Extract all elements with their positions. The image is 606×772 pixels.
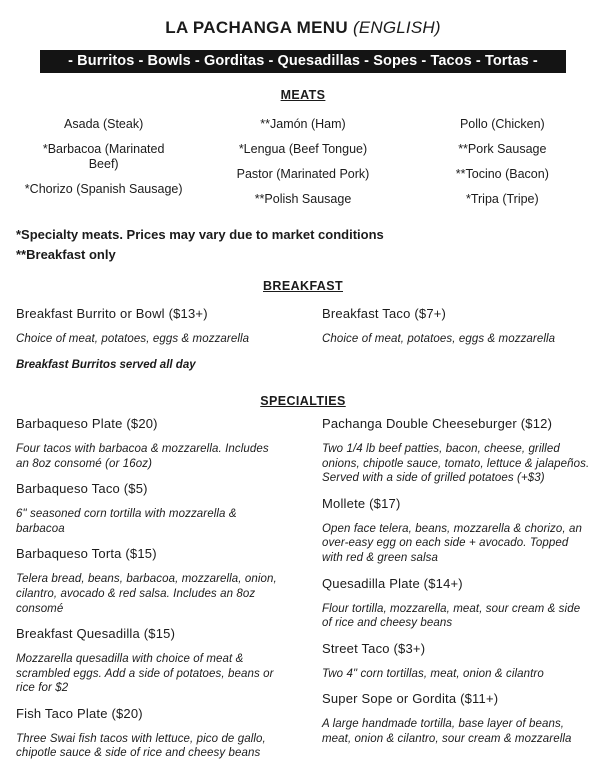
meat-item-barbacoa: *Barbacoa (Marinated Beef) bbox=[42, 142, 165, 171]
menu-item-name: Mollete ($17) bbox=[322, 495, 401, 511]
specialties-section-heading: SPECIALTIES bbox=[260, 394, 346, 409]
meat-item-polish-sausage: **Polish Sausage bbox=[254, 192, 352, 206]
menu-item-name: Fish Taco Plate ($20) bbox=[16, 705, 143, 721]
menu-item-desc: Choice of meat, potatoes, eggs & mozzarella bbox=[16, 332, 250, 345]
meat-item-jamon: **Jamón (Ham) bbox=[260, 117, 346, 131]
breakfast-section-heading: BREAKFAST bbox=[263, 279, 343, 293]
menu-item-desc: Three Swai fish tacos with lettuce, pico de gallo, chipotle sauce & side of rice and cheesy beans bbox=[16, 732, 266, 760]
breakfast-column-right bbox=[322, 307, 590, 383]
category-banner: - Burritos - Bowls - Gorditas - Quesadillas - Sopes - Tacos - Tortas - bbox=[40, 50, 566, 73]
meats-notes bbox=[0, 225, 606, 265]
menu-item-desc: A large handmade tortilla, base layer of beans, meat, onion & cilantro, sour cream & mozzarella bbox=[322, 718, 572, 745]
page-title bbox=[0, 18, 606, 38]
menu-item-desc: Two 1/4 lb beef patties, bacon, cheese, grilled onions, chipotle sauce, tomato, lettuce & jalapeños. Served with a side of grilled potatoes (+$3) bbox=[322, 443, 590, 485]
menu-item-desc: Flour tortilla, mozzarella, meat, sour cream & side of rice and cheesy beans bbox=[322, 602, 581, 630]
menu-item-name: Breakfast Quesadilla ($15) bbox=[16, 626, 176, 642]
menu-item-desc: Choice of meat, potatoes, eggs & mozzarella bbox=[322, 332, 556, 345]
menu-item-name: Breakfast Taco ($7+) bbox=[322, 306, 447, 321]
menu-item-desc: 6" seasoned corn tortilla with mozzarella & barbacoa bbox=[16, 508, 237, 535]
menu-item-name: Barbaqueso Taco ($5) bbox=[16, 481, 148, 497]
meats-grid bbox=[0, 117, 606, 217]
menu-item-name: Street Taco ($3+) bbox=[322, 640, 426, 656]
specialties-column-right bbox=[322, 417, 590, 772]
meat-item-pollo: Pollo (Chicken) bbox=[459, 117, 545, 131]
breakfast-column-left bbox=[16, 307, 284, 383]
menu-item-desc: Four tacos with barbacoa & mozzarella. Includes an 8oz consomé (or 16oz) bbox=[16, 443, 269, 470]
meats-column-1 bbox=[4, 117, 203, 217]
specialties-columns bbox=[0, 417, 606, 772]
meat-item-asada: Asada (Steak) bbox=[64, 117, 144, 131]
meat-item-chorizo: *Chorizo (Spanish Sausage) bbox=[24, 182, 183, 196]
meat-item-tripa: *Tripa (Tripe) bbox=[465, 192, 539, 206]
meats-column-3 bbox=[403, 117, 602, 217]
meat-item-tocino: **Tocino (Bacon) bbox=[455, 167, 549, 181]
menu-item-name: Barbaqueso Torta ($15) bbox=[16, 546, 157, 562]
specialties-column-left bbox=[16, 417, 284, 772]
menu-item-desc: Two 4" corn tortillas, meat, onion & cilantro bbox=[322, 667, 544, 680]
page-title-main: LA PACHANGA MENU bbox=[165, 18, 348, 37]
menu-item-desc: Mozzarella quesadilla with choice of meat & scrambled eggs. Add a side of potatoes, beans or rice for $2 bbox=[16, 653, 274, 695]
menu-item-name: Barbaqueso Plate ($20) bbox=[16, 416, 158, 432]
menu-item-name: Super Sope or Gordita ($11+) bbox=[322, 691, 499, 707]
page-title-language: (ENGLISH) bbox=[352, 18, 441, 37]
menu-item-desc: Telera bread, beans, barbacoa, mozzarella, onion, cilantro, avocado & red salsa. Includes an 8oz consomé bbox=[16, 573, 277, 615]
meat-item-lengua: *Lengua (Beef Tongue) bbox=[238, 142, 368, 156]
meats-section-heading: MEATS bbox=[280, 88, 326, 102]
breakfast-burrito-all-day-note: Breakfast Burritos served all day bbox=[16, 358, 196, 371]
menu-item-desc: Open face telera, beans, mozzarella & chorizo, an over-easy egg on each side + avocado. Topped with red & green salsa bbox=[322, 522, 582, 564]
menu-item-name: Pachanga Double Cheeseburger ($12) bbox=[322, 416, 553, 432]
meat-item-pastor: Pastor (Marinated Pork) bbox=[236, 167, 370, 181]
meat-item-pork-sausage: **Pork Sausage bbox=[458, 142, 547, 156]
breakfast-columns bbox=[0, 307, 606, 383]
meats-column-2 bbox=[203, 117, 402, 217]
specialty-meats-note: *Specialty meats. Prices may vary due to market conditions bbox=[16, 227, 384, 242]
breakfast-only-note: **Breakfast only bbox=[16, 247, 116, 262]
menu-item-name: Quesadilla Plate ($14+) bbox=[322, 575, 463, 591]
menu-item-name: Breakfast Burrito or Bowl ($13+) bbox=[16, 306, 208, 321]
